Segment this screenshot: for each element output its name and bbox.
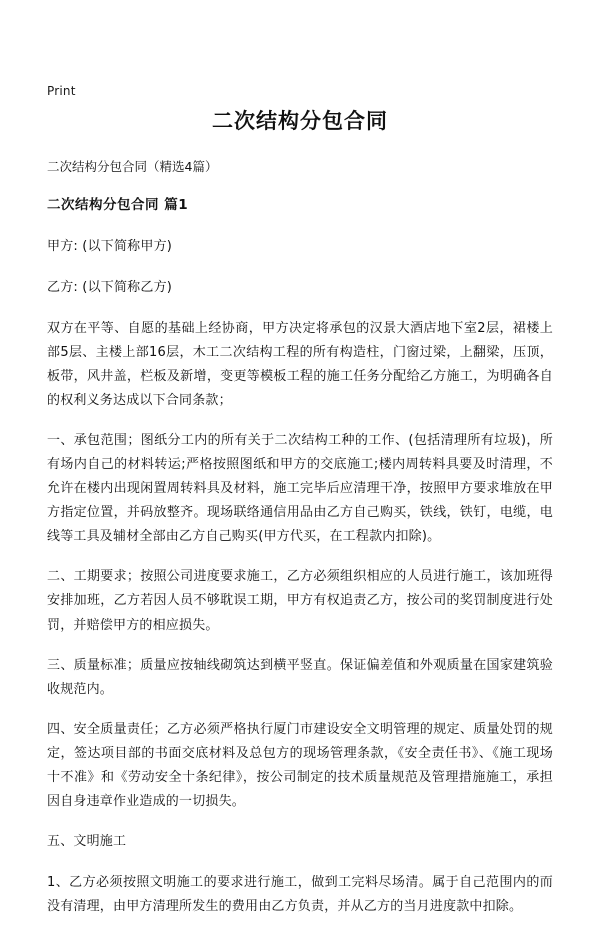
paragraph-preamble: 双方在平等、自愿的基础上经协商，甲方决定将承包的汉景大酒店地下室2层，裙楼上部5层、主楼上部16层，木工二次结构工程的所有构造柱，门窗过梁，上翻梁，压顶，板带，风井盖，栏板及新增，变更等模板工程的施工任务分配给乙方施工，为明确各自的权利义务达成以下合同条款；: [47, 320, 553, 409]
paragraph-clause-4: 四、安全质量责任；乙方必须严格执行厦门市建设安全文明管理的规定、质量处罚的规定，签达项目部的书面交底材料及总包方的现场管理条款，《安全责任书》、《施工现场十不准》和《劳动安全十条纪律》，按公司制定的技术质量规范及管理措施施工，承担因自身违章作业造成的一切损失。: [47, 721, 553, 809]
paragraph-clause-5: 五、文明施工: [47, 833, 127, 849]
paragraph-clause-3: 三、质量标准；质量应按轴线砌筑达到横平竖直。保证偏差值和外观质量在国家建筑验收规范内。: [47, 657, 553, 697]
document-body: [47, 108, 553, 935]
print-button[interactable]: Print: [47, 84, 76, 98]
section-heading: 二次结构分包合同 篇1: [47, 197, 189, 214]
page-title: 二次结构分包合同: [212, 109, 388, 133]
document-subtitle: 二次结构分包合同（精选4篇）: [47, 159, 218, 175]
paragraph-clause-5-1: 1、乙方必须按照文明施工的要求进行施工，做到工完料尽场清。属于自己范围内的而没有清理，由甲方清理所发生的费用由乙方负责，并从乙方的当月进度款中扣除。: [47, 874, 553, 914]
paragraph-clause-1: 一、承包范围；图纸分工内的所有关于二次结构工种的工作、(包括清理所有垃圾)，所有场内自己的材料转运;严格按照图纸和甲方的交底施工;楼内周转料具要及时清理，不允许在楼内出现闲置周转料具及材料，施工完毕后应清理干净，按照甲方要求堆放在甲方指定位置，并码放整齐。现场联络通信用品由乙方自己购买，铁线，铁钉，电缆，电线等工具及辅材全部由乙方自己购买(甲方代买，在工程款内扣除)。: [47, 433, 553, 545]
paragraph-clause-2: 二、工期要求；按照公司进度要求施工，乙方必须组织相应的人员进行施工，该加班得安排加班，乙方若因人员不够耽误工期，甲方有权追责乙方，按公司的奖罚制度进行处罚，并赔偿甲方的相应损失。: [47, 569, 553, 633]
paragraph-party-b: 乙方: (以下简称乙方): [47, 279, 173, 295]
paragraph-party-a: 甲方: (以下简称甲方): [47, 238, 173, 254]
